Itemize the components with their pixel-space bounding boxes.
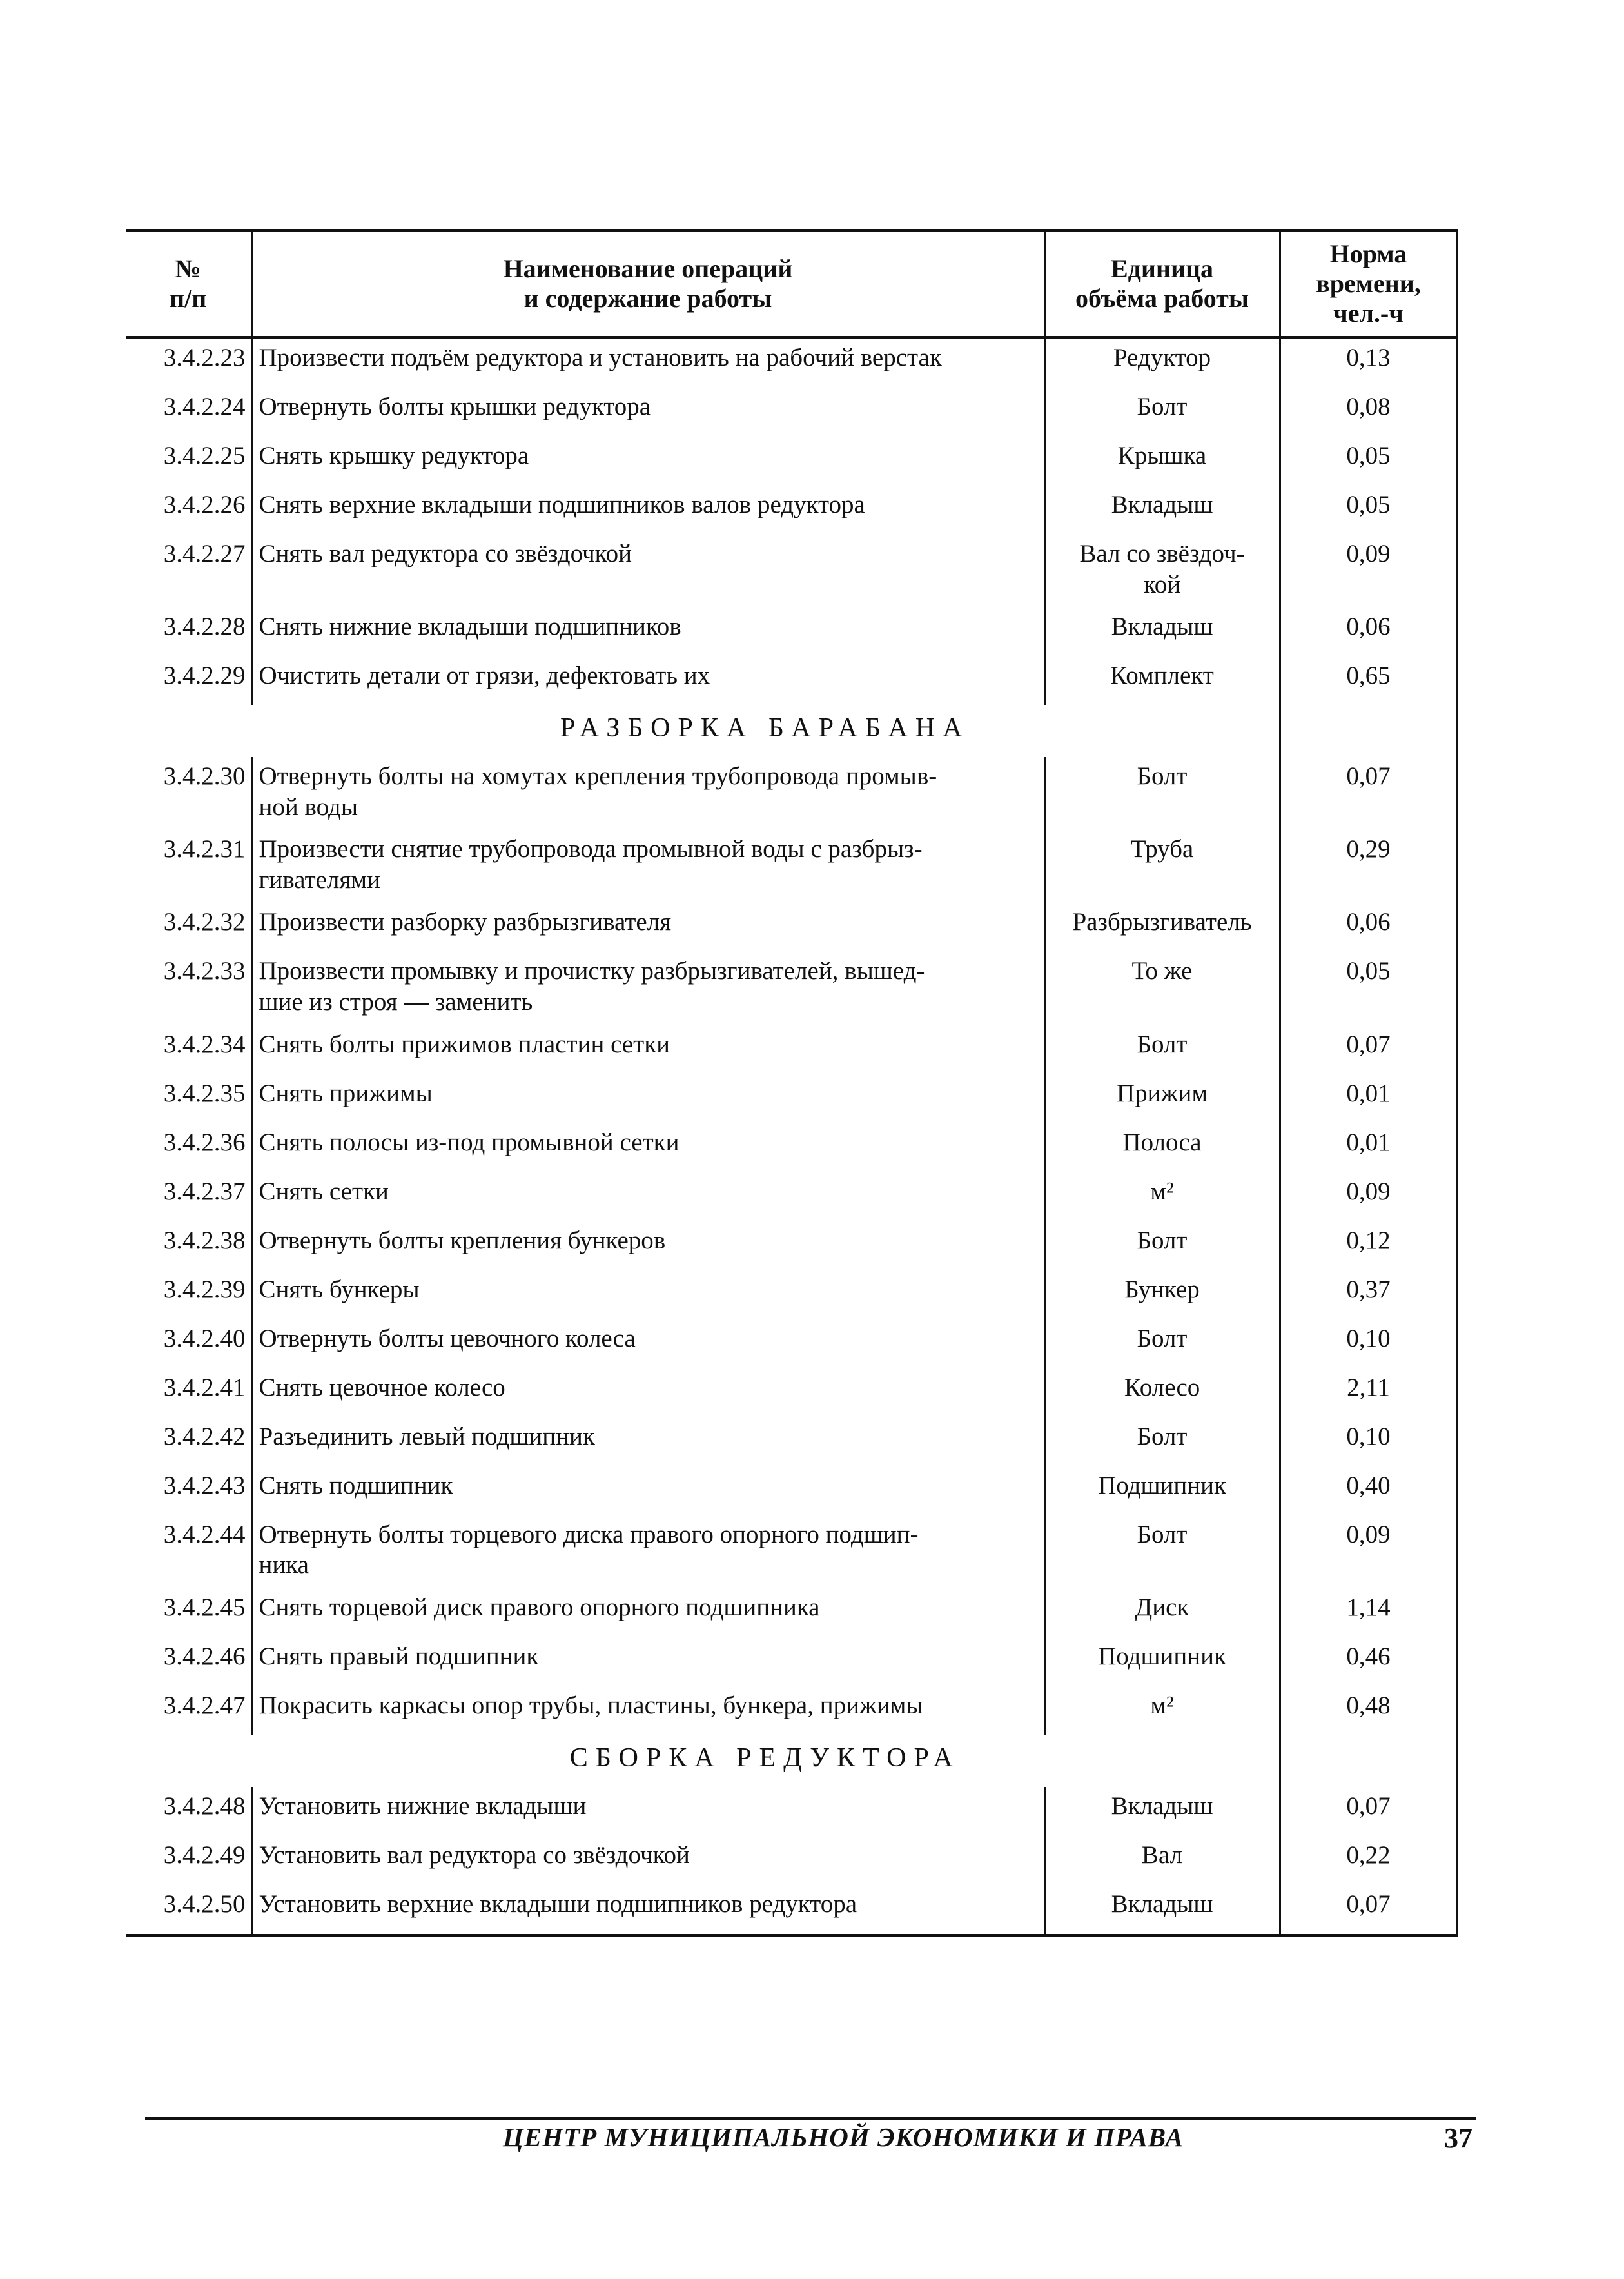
row-operation-name: Произвести снятие трубопровода промывной воды с разбрыз- гивателями: [251, 830, 1044, 903]
row-norm: 0,07: [1280, 1885, 1457, 1935]
header-number: № п/п: [126, 230, 251, 337]
footer-title: ЦЕНТР МУНИЦИПАЛЬНОЙ ЭКОНОМИКИ И ПРАВА: [503, 2122, 1184, 2152]
row-number: 3.4.2.35: [163, 1079, 246, 1107]
row-unit: Вал со звёздоч- кой: [1079, 540, 1245, 598]
table-row: [126, 1836, 1457, 1885]
row-unit: Болт: [1137, 1422, 1188, 1450]
row-norm: 0,46: [1280, 1637, 1457, 1686]
row-norm: 0,12: [1280, 1221, 1457, 1270]
row-unit: Болт: [1137, 393, 1188, 420]
row-norm: 0,05: [1280, 952, 1457, 1025]
row-operation-name: Снять нижние вкладыши подшипников: [251, 607, 1044, 656]
row-operation-name: Установить верхние вкладыши подшипников редуктора: [251, 1885, 1044, 1935]
row-number: 3.4.2.34: [163, 1030, 246, 1058]
row-number: 3.4.2.45: [163, 1593, 246, 1621]
row-number: 3.4.2.36: [163, 1128, 246, 1156]
row-operation-name: Установить вал редуктора со звёздочкой: [251, 1836, 1044, 1885]
row-norm: 0,07: [1280, 1025, 1457, 1074]
row-number: 3.4.2.40: [163, 1324, 246, 1352]
row-norm: 0,22: [1280, 1836, 1457, 1885]
row-unit: Бункер: [1124, 1275, 1200, 1303]
table-row: [126, 1885, 1457, 1935]
row-unit: Разбрызгиватель: [1072, 908, 1252, 936]
row-number: 3.4.2.46: [163, 1642, 246, 1670]
row-operation-name: Снять сетки: [251, 1172, 1044, 1221]
operations-table-container: [126, 229, 1457, 1937]
row-number: 3.4.2.26: [163, 491, 246, 518]
table-row: [126, 1172, 1457, 1221]
row-unit: Болт: [1137, 1226, 1188, 1254]
row-operation-name: Произвести разборку разбрызгивателя: [251, 903, 1044, 952]
row-number: 3.4.2.49: [163, 1840, 246, 1869]
row-operation-name: Снять бункеры: [251, 1270, 1044, 1319]
section-heading-row: [126, 705, 1457, 757]
row-number: 3.4.2.37: [163, 1177, 246, 1205]
row-norm: 0,01: [1280, 1074, 1457, 1123]
table-row: [126, 1417, 1457, 1466]
row-number: 3.4.2.50: [126, 1885, 251, 1935]
row-unit: Диск: [1135, 1593, 1189, 1621]
table-header: [126, 230, 1457, 337]
row-number: 3.4.2.23: [163, 344, 246, 371]
row-norm: 0,05: [1280, 486, 1457, 535]
row-operation-name: Отвернуть болты цевочного колеса: [251, 1319, 1044, 1368]
row-operation-name: Произвести подъём редуктора и установить на рабочий верстак: [251, 337, 1044, 388]
row-unit: Колесо: [1124, 1373, 1200, 1401]
row-norm: 0,08: [1280, 388, 1457, 437]
row-unit: Прижим: [1116, 1079, 1208, 1107]
table-row: [126, 1319, 1457, 1368]
row-unit: Редуктор: [1113, 344, 1211, 371]
row-norm: 0,06: [1280, 903, 1457, 952]
table-row: [126, 1637, 1457, 1686]
row-norm: 0,10: [1280, 1319, 1457, 1368]
row-norm: 0,10: [1280, 1417, 1457, 1466]
table-row: [126, 1074, 1457, 1123]
row-operation-name: Отвернуть болты на хомутах крепления трубопровода промыв- ной воды: [251, 757, 1044, 830]
row-norm: 0,07: [1280, 1787, 1457, 1836]
row-norm: 0,05: [1280, 437, 1457, 486]
row-unit: м²: [1150, 1691, 1174, 1719]
row-unit: Крышка: [1117, 442, 1207, 469]
row-unit: Вкладыш: [1044, 1885, 1280, 1935]
row-unit: Полоса: [1122, 1128, 1202, 1156]
row-operation-name: Снять правый подшипник: [251, 1637, 1044, 1686]
table-body: [126, 337, 1457, 1935]
row-norm: 0,48: [1280, 1686, 1457, 1735]
section-norm-cell: [1280, 705, 1457, 757]
row-unit: Подшипник: [1098, 1471, 1226, 1499]
row-operation-name: Покрасить каркасы опор трубы, пластины, бункера, прижимы: [251, 1686, 1044, 1735]
row-operation-name: Снять болты прижимов пластин сетки: [251, 1025, 1044, 1074]
row-unit: Комплект: [1110, 662, 1214, 690]
row-operation-name: Отвернуть болты торцевого диска правого опорного подшип- ника: [251, 1515, 1044, 1588]
row-unit: Подшипник: [1098, 1642, 1226, 1670]
table-row: [126, 1123, 1457, 1172]
table-row: [126, 1221, 1457, 1270]
row-number: 3.4.2.31: [163, 835, 246, 863]
table-row: [126, 437, 1457, 486]
row-number: 3.4.2.47: [163, 1691, 246, 1719]
table-row: [126, 903, 1457, 952]
row-unit: м²: [1150, 1177, 1174, 1205]
row-number: 3.4.2.27: [163, 540, 246, 567]
row-unit: Вкладыш: [1111, 491, 1213, 518]
table-row: [126, 486, 1457, 535]
row-operation-name: Снять цевочное колесо: [251, 1368, 1044, 1417]
row-norm: 0,09: [1280, 535, 1457, 607]
row-operation-name: Снять верхние вкладыши подшипников валов редуктора: [251, 486, 1044, 535]
row-number: 3.4.2.30: [163, 762, 246, 791]
table-row: [126, 952, 1457, 1025]
row-number: 3.4.2.33: [163, 957, 246, 985]
row-operation-name: Разъединить левый подшипник: [251, 1417, 1044, 1466]
row-number: 3.4.2.38: [163, 1226, 246, 1254]
row-operation-name: Снять прижимы: [251, 1074, 1044, 1123]
row-norm: 0,37: [1280, 1270, 1457, 1319]
row-number: 3.4.2.29: [163, 662, 246, 690]
row-operation-name: Снять подшипник: [251, 1466, 1044, 1515]
row-operation-name: Установить нижние вкладыши: [251, 1787, 1044, 1836]
header-norm: Норма времени, чел.-ч: [1280, 230, 1457, 337]
row-number: 3.4.2.24: [163, 393, 246, 420]
table-row: [126, 388, 1457, 437]
row-number: 3.4.2.32: [163, 908, 246, 936]
table-row: [126, 830, 1457, 903]
row-number: 3.4.2.39: [163, 1275, 246, 1303]
row-unit: То же: [1131, 957, 1193, 985]
row-norm: 0,29: [1280, 830, 1457, 903]
section-number-cell: [126, 705, 251, 757]
row-norm: 1,14: [1280, 1588, 1457, 1637]
row-unit: Болт: [1137, 762, 1188, 791]
row-norm: 0,09: [1280, 1172, 1457, 1221]
row-number: 3.4.2.42: [163, 1422, 246, 1450]
operations-table: [126, 229, 1458, 1937]
footer-divider: [145, 2117, 1476, 2120]
section-heading-row: [126, 1735, 1457, 1787]
table-row: [126, 337, 1457, 388]
row-norm: 0,01: [1280, 1123, 1457, 1172]
table-row: [126, 535, 1457, 607]
table-row: [126, 1025, 1457, 1074]
table-row: [126, 1270, 1457, 1319]
page-number: 37: [1444, 2122, 1472, 2154]
row-operation-name: Снять крышку редуктора: [251, 437, 1044, 486]
row-number: 3.4.2.44: [163, 1520, 246, 1548]
table-row: [126, 1515, 1457, 1588]
row-number: 3.4.2.48: [163, 1791, 246, 1820]
row-operation-name: Отвернуть болты крышки редуктора: [251, 388, 1044, 437]
row-number: 3.4.2.41: [163, 1373, 246, 1401]
row-unit: Труба: [1130, 835, 1194, 863]
row-unit: Болт: [1137, 1030, 1188, 1058]
row-operation-name: Произвести промывку и прочистку разбрызгивателей, вышед- шие из строя — заменить: [251, 952, 1044, 1025]
row-unit: Вкладыш: [1111, 1791, 1213, 1820]
table-row: [126, 1466, 1457, 1515]
header-unit: Единица объёма работы: [1044, 230, 1280, 337]
header-name: Наименование операций и содержание работы: [251, 230, 1044, 337]
section-title: СБОРКА РЕДУКТОРА: [569, 1742, 961, 1773]
row-unit: Болт: [1137, 1324, 1188, 1352]
row-unit: Болт: [1137, 1520, 1188, 1548]
table-row: [126, 757, 1457, 830]
table-row: [126, 607, 1457, 656]
row-number: 3.4.2.43: [163, 1471, 246, 1499]
row-norm: 2,11: [1280, 1368, 1457, 1417]
table-row: [126, 1588, 1457, 1637]
row-operation-name: Снять полосы из-под промывной сетки: [251, 1123, 1044, 1172]
row-operation-name: Отвернуть болты крепления бункеров: [251, 1221, 1044, 1270]
row-norm: 0,13: [1280, 337, 1457, 388]
row-operation-name: Снять торцевой диск правого опорного подшипника: [251, 1588, 1044, 1637]
row-number: 3.4.2.25: [163, 442, 246, 469]
section-number-cell: [126, 1735, 251, 1787]
row-number: 3.4.2.28: [163, 613, 246, 641]
row-norm: 0,40: [1280, 1466, 1457, 1515]
row-norm: 0,65: [1280, 656, 1457, 705]
table-row: [126, 1787, 1457, 1836]
row-unit: Вал: [1141, 1840, 1183, 1869]
section-title: РАЗБОРКА БАРАБАНА: [560, 713, 970, 744]
row-operation-name: Снять вал редуктора со звёздочкой: [251, 535, 1044, 607]
row-norm: 0,06: [1280, 607, 1457, 656]
row-unit: Вкладыш: [1111, 613, 1213, 641]
row-norm: 0,09: [1280, 1515, 1457, 1588]
table-row: [126, 656, 1457, 705]
section-norm-cell: [1280, 1735, 1457, 1787]
row-norm: 0,07: [1280, 757, 1457, 830]
table-row: [126, 1686, 1457, 1735]
row-operation-name: Очистить детали от грязи, дефектовать их: [251, 656, 1044, 705]
table-row: [126, 1368, 1457, 1417]
